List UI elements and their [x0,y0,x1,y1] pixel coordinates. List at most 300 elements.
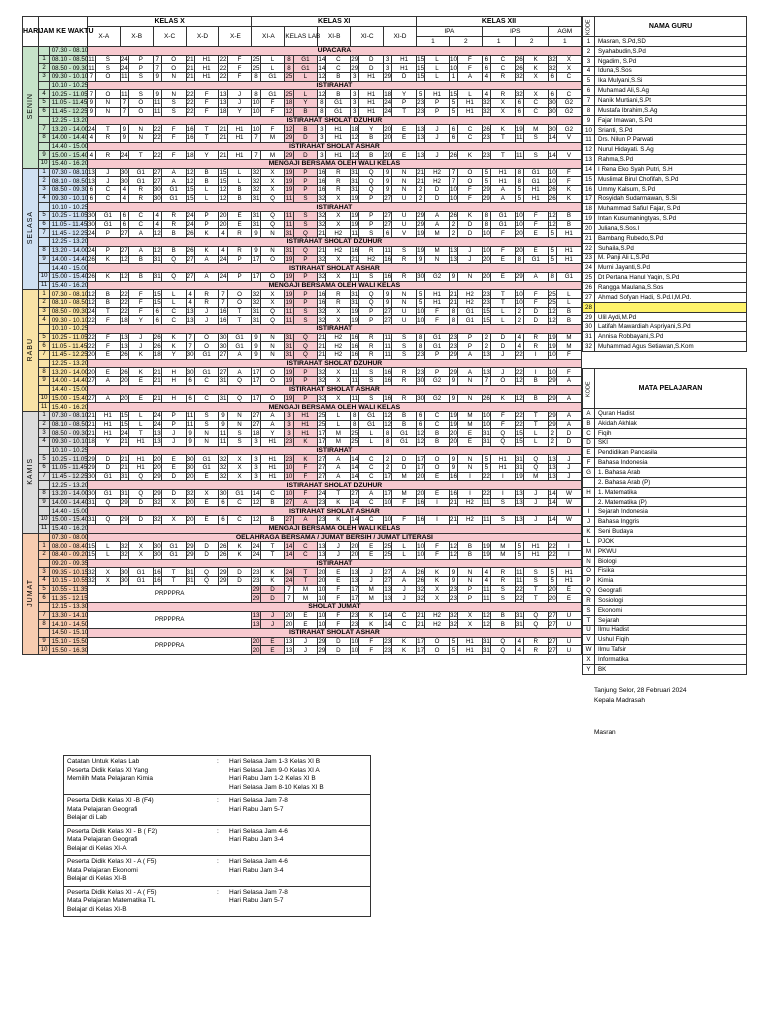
subject-code: A [128,229,153,238]
teacher-code: 20 [120,394,128,402]
teacher-code: 4 [515,342,523,351]
teacher-code: 32 [318,368,326,376]
teacher-code: 20 [186,499,194,507]
teacher-code: 6 [515,99,523,108]
lesson-time: 13.20 - 14.00 [49,368,87,377]
lesson-time: 14.40 - 15.00 [49,264,87,273]
teacher-table [582,16,747,352]
subject-code: P [293,186,318,195]
lesson-time: 15.00 - 15.40 [49,516,87,525]
teacher-code: 5 [482,168,490,177]
subject-code: G2 [556,107,581,116]
teacher-code: 20 [153,464,161,472]
teacher-code: 21 [417,177,425,185]
teacher-code: 29 [186,551,194,559]
teacher-code: 19 [450,412,457,420]
subject-code: A [458,351,483,360]
teacher-code: 22 [548,542,556,550]
teacher-code: 32 [482,99,490,107]
subject-code: C [326,64,351,73]
subject-name: Ekonomi [595,605,747,615]
teacher-number: 22 [583,243,595,253]
teacher-code: 29 [548,394,556,402]
teacher-code: 32 [318,221,326,229]
teacher-code: 9 [384,290,392,299]
subject-code: L [523,429,548,438]
teacher-code: 14 [285,542,293,550]
teacher-code: 14 [384,620,392,628]
lesson-time: 15.00 - 15.40 [49,272,87,281]
teacher-code: 29 [153,490,161,498]
subject-code: X [161,516,186,525]
teacher-code: 32 [548,64,556,72]
teacher-code: 27 [351,490,359,498]
subject-code: N [161,73,186,82]
subject-code: D [491,342,516,351]
subject-name: PJOK [595,536,747,546]
teacher-name: Ika Mulyani,S.Si [595,76,747,86]
subject-code: X [227,472,252,481]
subject-code: J [359,568,384,577]
teacher-code: 20 [482,255,490,263]
subject-name: SKI [595,438,747,448]
subject-code: C [359,464,384,473]
teacher-code: 9 [252,229,260,238]
subject-code: R [359,342,384,351]
teacher-code: 17 [417,455,425,463]
subject-code: O [260,368,285,377]
teacher-code: 24 [120,151,128,159]
subject-code: F [260,99,285,108]
teacher-code: 24 [384,99,392,107]
teacher-code: 10 [318,585,326,593]
note-line: Hari Selasa Jam 4-6 [229,858,288,865]
teacher-code: 19 [417,247,425,255]
subject-code-label: E [583,448,595,458]
subject-code: Q [128,490,153,499]
teacher-code: 32 [219,455,227,463]
lesson-number: 3 [39,429,49,438]
teacher-name: I Rena Eko Syah Putri, S.H [595,164,747,174]
teacher-code: 23 [417,368,425,376]
teacher-code: 25 [252,56,260,64]
subject-name: BK [595,664,747,674]
teacher-code: 29 [548,412,556,420]
note-line: Belajar di Kelas XI-B [67,905,127,913]
subject-code: N [227,420,252,429]
note-block [64,826,370,857]
subject-code: T [523,420,548,429]
teacher-code: 2 [482,333,490,342]
subject-code: S [194,420,219,429]
subject-name: Bahasa Inggris [595,517,747,527]
lesson-time: 14.00 - 14.40 [49,377,87,386]
lesson-number: 3 [39,568,49,577]
teacher-code: 32 [153,516,161,524]
subject-code: F [326,620,351,629]
subject-code: Q [128,472,153,481]
ipa-header: IPA [416,27,482,37]
subject-code: Q [491,646,516,655]
teacher-code: 19 [482,542,490,550]
subject-code: C [194,394,219,403]
teacher-code: 6 [87,186,95,195]
teacher-code: 7 [449,177,457,186]
teacher-code: 13 [384,585,392,593]
subject-code: X [458,611,483,620]
signature-place-date: Tanjung Selor, 28 Februari 2024 [594,687,687,694]
lesson-number: 4 [39,576,49,585]
subject-code: X [128,550,153,559]
teacher-code: 27 [87,394,95,402]
teacher-code: 12 [186,168,194,176]
teacher-code: 31 [285,229,293,237]
subject-code: B [128,255,153,264]
subject-code-label: C [583,428,595,438]
subject-code: G1 [161,550,186,559]
subject-code: H1 [227,125,252,134]
lesson-time: 10.25 - 11.05 [49,212,87,221]
teacher-code: 13 [548,455,556,463]
teacher-code: 3 [285,420,293,429]
teacher-number: 6 [583,86,595,96]
subject-code: B [556,307,581,316]
teacher-code: 26 [153,342,161,350]
teacher-code: 31 [285,342,293,350]
teacher-code: 8 [416,333,424,342]
teacher-code: 13 [351,577,359,585]
subject-code: K [96,255,121,264]
subject-code: G1 [260,73,285,82]
subject-code: C [523,99,548,108]
teacher-code: 5 [548,255,556,264]
teacher-code: 21 [153,377,161,385]
teacher-code: 23 [450,342,457,350]
teacher-code: 10 [351,646,359,654]
teacher-code: 30 [548,99,556,107]
teacher-code: 22 [515,412,523,420]
subject-code: Q [523,455,548,464]
subject-code: G1 [523,177,548,186]
subject-code: K [425,576,450,585]
subject-code: H1 [293,411,318,420]
teacher-code: 20 [120,377,128,385]
teacher-code: 31 [482,646,490,654]
teacher-code: 14 [252,490,260,498]
subject-code: G1 [425,342,450,351]
subject-code: B [425,437,450,446]
teacher-code: 8 [384,437,392,446]
teacher-code: 2 [482,342,490,351]
teacher-code: 31 [87,499,95,507]
teacher-code: 12 [252,516,260,524]
subject-code: R [359,246,384,255]
subject-code: X [326,212,351,221]
teacher-code: 27 [219,368,227,376]
subject-code: H1 [359,90,384,99]
teacher-code: 21 [153,394,161,402]
note-line: Peserta Didik Kelas XI - A ( F5) [67,858,157,865]
lesson-number: 9 [39,637,49,646]
teacher-code: 31 [515,612,523,620]
teacher-code: 30 [153,195,161,203]
subject-code: D [128,498,153,507]
subject-code: K [260,576,285,585]
teacher-code: 16 [351,334,359,342]
subject-code: A [161,177,186,186]
subject-code: G1 [491,220,516,229]
subject-code: G1 [161,186,186,195]
teacher-code: 4 [482,90,490,99]
teacher-code: 14 [318,64,326,72]
lesson-number [39,359,49,368]
teacher-code: 9 [87,99,95,108]
teacher-code: 29 [120,499,128,507]
subject-name: PKWU [595,546,747,556]
lesson-number: 6 [39,342,49,351]
teacher-code: 12 [384,412,392,420]
teacher-code: 5 [548,229,556,238]
teacher-code: 20 [219,221,227,229]
lesson-time: 10.55 - 11.35 [49,585,87,594]
subject-code: G1 [392,437,417,446]
teacher-code: 19 [515,125,523,133]
class-col-header: X-C [153,27,186,47]
subject-code: J [425,151,450,160]
subject-code: D [425,194,450,203]
teacher-code: 2 [416,186,424,195]
teacher-code: 14 [351,455,359,463]
teacher-code: 7 [120,107,128,116]
teacher-code: 19 [351,221,359,229]
teacher-code: 15 [120,412,128,420]
subject-code: C [425,411,450,420]
note-line: Mata Pelajaran Geografi [67,805,138,813]
subject-code: S [491,516,516,525]
teacher-code: 31 [186,577,194,585]
lesson-number: 2 [39,64,49,73]
subject-code: P [425,351,450,360]
note-left [67,758,217,792]
teacher-code: 29 [219,577,227,585]
subject-code: S [491,498,516,507]
subject-code: X [260,168,285,177]
teacher-code: 27 [384,195,392,203]
teacher-code: 32 [252,177,260,185]
subject-code: D [523,316,548,325]
teacher-code: 17 [252,368,260,376]
subject-code: J [293,637,318,646]
subject-code: C [491,55,516,64]
teacher-code: 7 [87,90,95,99]
subject-code: N [128,125,153,134]
subject-code: G2 [556,125,581,134]
teacher-code: 12 [515,394,523,402]
teacher-code: 12 [548,316,556,324]
teacher-code: 19 [285,377,293,385]
teacher-code: 16 [450,490,457,498]
teacher-code: 8 [548,272,556,281]
subject-code: N [260,229,285,238]
subject-code: E [194,516,219,525]
teacher-code: 30 [153,542,161,550]
teacher-code: 10 [252,99,260,107]
mapel-title: MATA PELAJARAN [595,369,747,409]
teacher-code: 24 [153,420,161,428]
teacher-code: 21 [186,73,194,81]
subject-code: A [556,420,581,429]
teacher-code: 16 [318,299,326,307]
teacher-code: 32 [417,594,425,602]
subject-code: G1 [227,333,252,342]
subject-name: Sejarah [595,615,747,625]
teacher-code: 31 [515,620,523,628]
teacher-code: 13 [186,307,194,315]
teacher-code: 10 [515,212,523,220]
note-colon: : [217,888,219,896]
teacher-code: 11 [285,212,293,220]
subject-code: J [161,429,186,438]
subject-name: 1. Matematika [595,487,747,497]
teacher-code: 7 [219,298,227,307]
subject-code: Q [491,429,516,438]
teacher-code: 22 [87,334,95,342]
subject-code: L [359,429,384,438]
subject-code: G1 [128,568,153,577]
teacher-code: 22 [515,420,523,428]
subject-code: P [458,342,483,351]
subject-code: K [128,351,153,360]
teacher-code: 10 [450,195,457,203]
subject-code: R [128,194,153,203]
subject-code: D [161,472,186,481]
teacher-code: 10 [351,638,359,646]
teacher-name: Ngadim, S.Pd [595,56,747,66]
lesson-time: 13.30 - 14.10 [49,611,87,620]
lesson-number: 6 [39,107,49,116]
teacher-code: 12 [186,177,194,185]
subject-code: L [556,298,581,307]
teacher-code: 32 [318,255,326,263]
lesson-number: 5 [39,585,49,594]
subject-code: D [293,151,318,160]
lesson-time: 13.20 - 14.00 [49,490,87,499]
subject-code: F [491,420,516,429]
subject-code: R [194,290,219,299]
lesson-number: 9 [39,255,49,264]
teacher-code: 13 [515,499,523,507]
teacher-name: Muhamad Ali,S.Ag [595,86,747,96]
subject-code: T [96,125,121,134]
subject-code: I [491,472,516,481]
lesson-time: 08.10 - 08.50 [49,177,87,186]
teacher-code: 7 [120,99,128,108]
teacher-code: 24 [186,212,194,220]
subject-code: P [293,177,318,186]
teacher-code: 24 [318,490,326,498]
teacher-code: 29 [417,212,425,220]
subject-code: F [194,107,219,116]
subject-code: Q [194,576,219,585]
subject-code-label: H [583,487,595,497]
teacher-code: 30 [548,108,556,116]
lesson-time: 15.40 - 16.20 [49,159,87,168]
subject-code: A [227,351,252,360]
subject-code: G1 [260,90,285,99]
subject-code: F [227,73,252,82]
subject-code: H1 [491,177,516,186]
subject-code: E [194,498,219,507]
kelas-xi-header: KELAS XI [252,17,417,27]
subject-code: X [227,455,252,464]
subject-code: M [260,133,285,142]
subject-code: S [523,151,548,160]
teacher-code: 29 [318,646,326,654]
teacher-name: Srianti, S.Pd [595,125,747,135]
subject-code: H1 [260,472,285,481]
subject-code: Y [293,99,318,108]
teacher-code: 3 [252,455,260,464]
teacher-code: 30 [186,368,194,376]
subject-code: I [458,490,483,499]
lesson-number [39,629,49,638]
teacher-code: 8 [482,212,490,221]
subject-code: D [491,333,516,342]
teacher-code: 6 [416,420,424,429]
subject-code: C [326,55,351,64]
subject-code: H1 [194,73,219,82]
subject-code: G1 [227,342,252,351]
subject-code: U [556,620,581,629]
lesson-number [39,446,49,455]
teacher-code: 15 [450,90,457,98]
teacher-code: 10 [384,499,392,507]
teacher-code: 9 [384,298,392,307]
subject-code: C [392,611,417,620]
subject-code: Q [523,620,548,629]
subject-code: O [128,107,153,116]
teacher-code: 5 [548,568,556,577]
teacher-code: 21 [120,455,128,463]
subject-code: C [458,133,483,142]
lesson-time: 08.00 - 08.40 [49,542,87,551]
teacher-code: 10 [548,351,556,359]
note-right [229,797,367,823]
teacher-code: 19 [285,368,293,376]
teacher-code: 19 [351,212,359,220]
teacher-code: 14 [548,499,556,507]
teacher-number: 21 [583,233,595,243]
teacher-code: 13 [219,90,227,98]
subject-code: M [392,472,417,481]
subject-code: S [359,394,384,403]
lesson-time: 11.05 - 11.45 [49,464,87,473]
teacher-code: 26 [515,64,523,72]
note-line: Catatan Untuk Kelas Lab [67,758,140,765]
teacher-code: 29 [450,351,457,359]
teacher-code: 25 [285,90,293,98]
subject-code: F [425,550,450,559]
subject-code: M [491,550,516,559]
subject-code: S [359,272,384,281]
subject-code: G1 [293,64,318,73]
teacher-name: Murni Jayanti,S.Pd [595,263,747,273]
teacher-code: 29 [219,568,227,576]
subject-code: G1 [326,107,351,116]
teacher-code: 22 [186,99,194,107]
subject-code: H1 [556,576,581,585]
note-block [64,887,370,917]
